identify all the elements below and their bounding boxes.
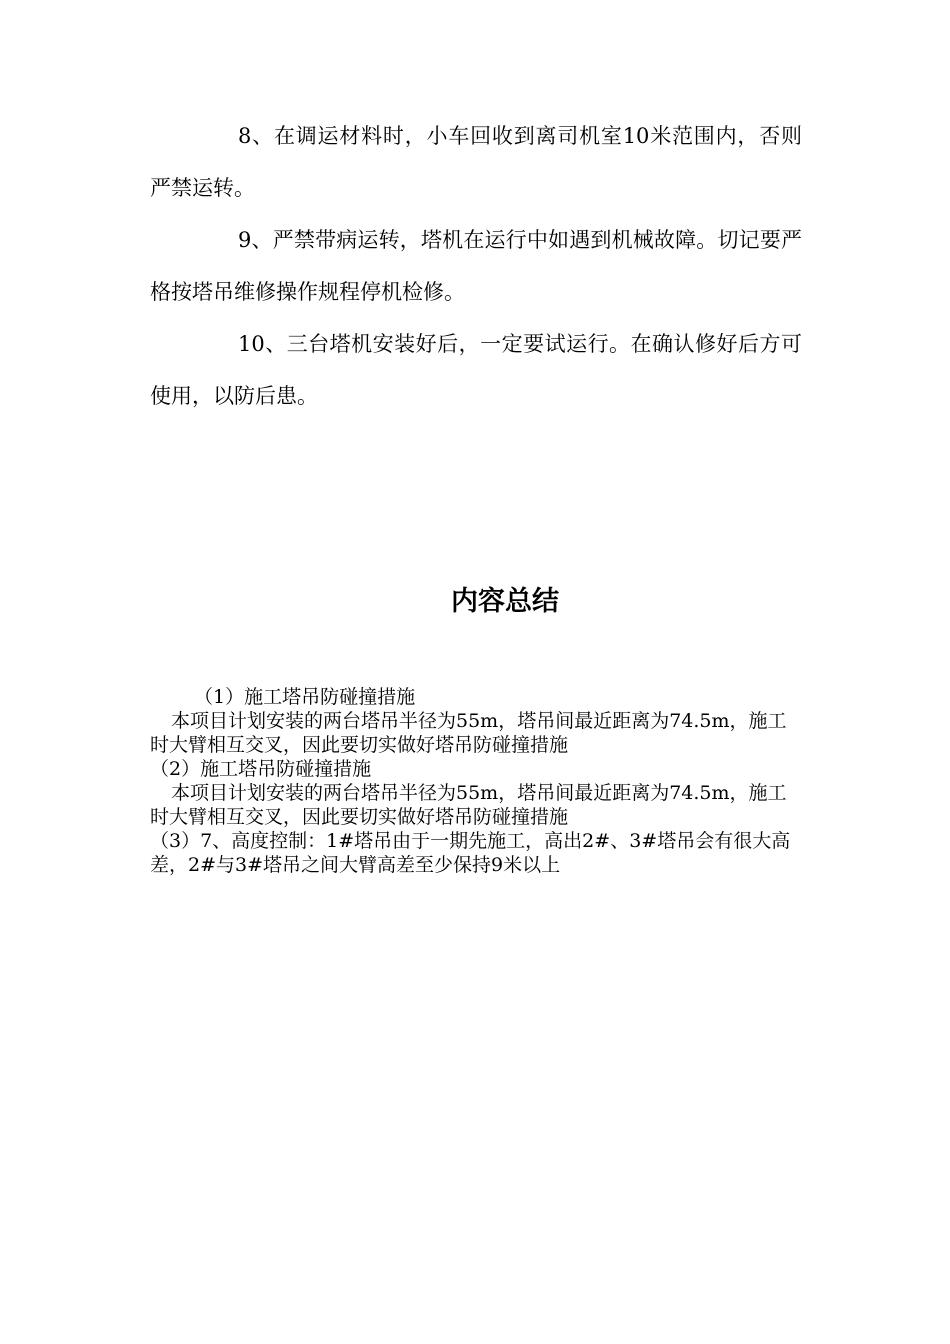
summary-body-1: 本项目计划安装的两台塔吊半径为55m，塔吊间最近距离为74.5m，施工时大臂相互交叉，因此要切实做好塔吊防碰撞措施 [150, 710, 787, 756]
summary-heading-2: （2）施工塔吊防碰撞措施 [150, 758, 372, 780]
summary-title: 内容总结 [451, 586, 559, 617]
paragraph-item-9: 9、严禁带病运转，塔机在运行中如遇到机械故障。切记要严格按塔吊维修操作规程停机检修。 [150, 228, 802, 304]
paragraph-item-10: 10、三台塔机安装好后，一定要试运行。在确认修好后方可使用，以防后患。 [150, 332, 802, 408]
summary-body-2: 本项目计划安装的两台塔吊半径为55m，塔吊间最近距离为74.5m，施工时大臂相互交叉，因此要切实做好塔吊防碰撞措施 [150, 782, 787, 828]
summary-heading-1: （1）施工塔吊防碰撞措施 [194, 686, 416, 708]
paragraph-item-8: 8、在调运材料时，小车回收到离司机室10米范围内，否则严禁运转。 [150, 124, 802, 200]
summary-section [150, 685, 802, 877]
body-text [150, 110, 802, 422]
summary-item-3: （3）7、高度控制：1#塔吊由于一期先施工，高出2#、3#塔吊会有很大高差，2#与3#塔吊之间大臂高差至少保持9米以上 [150, 830, 791, 876]
